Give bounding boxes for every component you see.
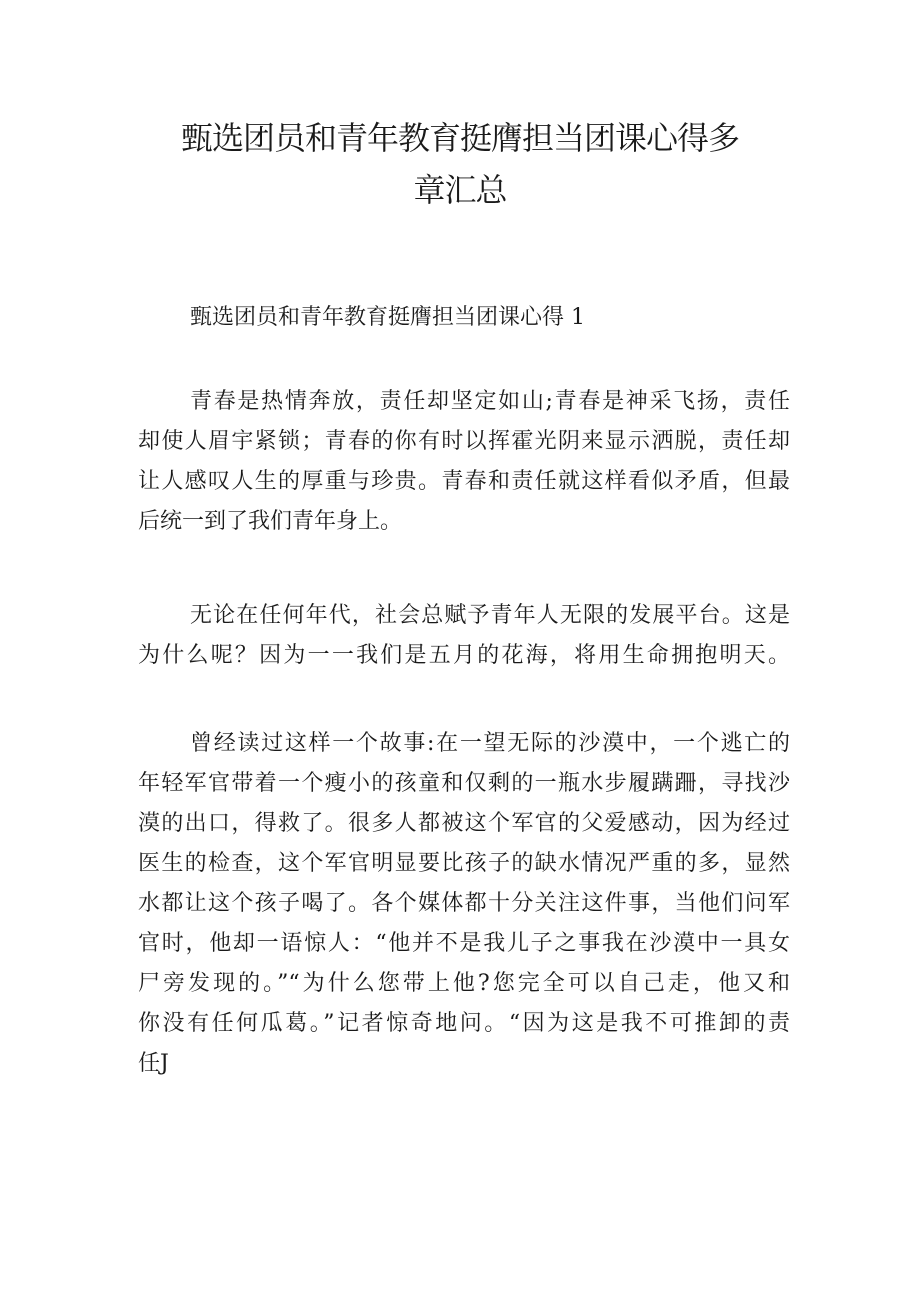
text-line: 让人感叹人生的厚重与珍贵。青春和责任就这样看似矛盾，但最	[138, 469, 790, 494]
title-line: 章汇总	[413, 171, 507, 209]
text-line: 无论在任何年代，社会总赋予青年人无限的发展平台。这是	[190, 603, 790, 628]
section-heading: 甄选团员和青年教育挺膺担当团课心得 1	[190, 305, 585, 330]
text-line: 青春是热情奔放，责任却坚定如山;青春是神采飞扬，责任	[190, 389, 790, 414]
text-line: 尸旁发现的。”“为什么您带上他?您完全可以自己走，他又和	[138, 971, 790, 996]
text-line: 官时，他却一语惊人：“他并不是我儿子之事我在沙漠中一具女	[138, 931, 790, 956]
text-line: 你没有任何瓜葛。”记者惊奇地问。“因为这是我不可推卸的责	[138, 1011, 790, 1036]
text-line: 年轻军官带着一个瘦小的孩童和仅剩的一瓶水步履蹒跚，寻找沙	[138, 771, 790, 796]
title-line: 甄选团员和青年教育挺膺担当团课心得多	[180, 119, 739, 157]
text-line: 却使人眉宇紧锁；青春的你有时以挥霍光阴来显示洒脱，责任却	[138, 429, 790, 454]
text-line: 医生的检查，这个军官明显要比孩子的缺水情况严重的多，显然	[138, 851, 790, 876]
paragraph-3	[138, 724, 790, 1084]
text-line: 曾经读过这样一个故事:在一望无际的沙漠中，一个逃亡的	[190, 731, 790, 756]
page-title	[160, 112, 760, 216]
paragraph-1	[138, 382, 790, 542]
text-line: 为什么呢？因为一一我们是五月的花海，将用生命拥抱明天。	[138, 643, 790, 668]
paragraph-2	[138, 596, 790, 676]
text-line: 漠的出口，得救了。很多人都被这个军官的父爱感动，因为经过	[138, 811, 790, 836]
text-line: 后统一到了我们青年身上。	[138, 509, 403, 534]
text-line: 水都让这个孩子喝了。各个媒体都十分关注这件事，当他们问军	[138, 891, 790, 916]
text-line: 任J	[138, 1051, 169, 1076]
